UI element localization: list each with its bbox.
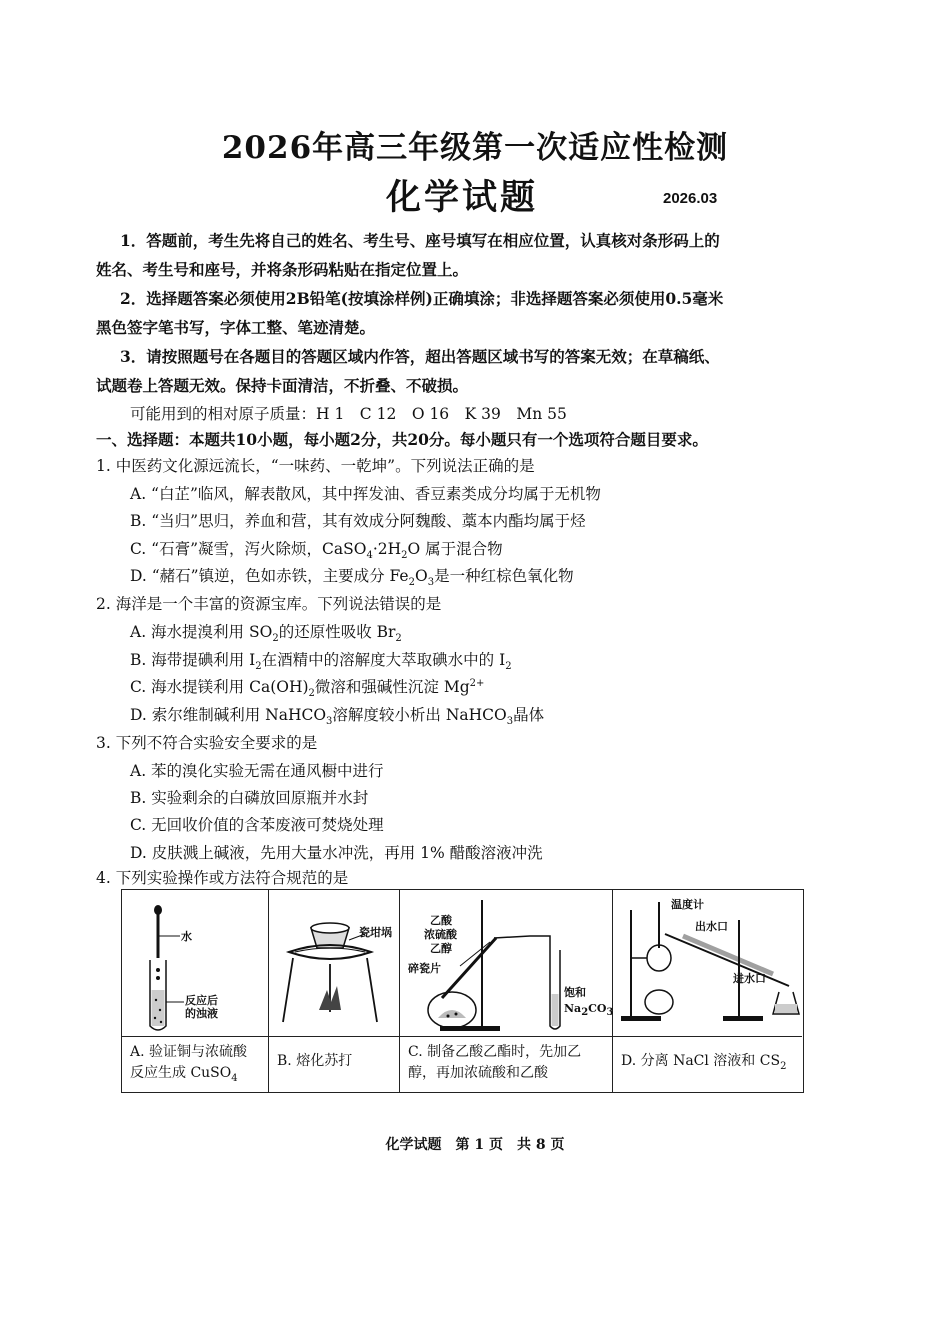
q1-option-d: D. “赭石”镇逆，色如赤铁，主要成分 $Fe_2O_3$是一种红棕色氧化物 — [130, 567, 574, 589]
q4-stem: 4. 下列实验操作或方法符合规范的是 — [96, 869, 349, 887]
distillation-diagram — [613, 890, 802, 1036]
label-porcelain-crucible: 瓷坩埚 — [359, 926, 392, 939]
section-heading: 一、选择题：本题共10小题，每小题2分，共20分。每小题只有一个选项符合题目要求。 — [96, 430, 708, 449]
q2-stem: 2. 海洋是一个丰富的资源宝库。下列说法错误的是 — [96, 595, 442, 613]
note-3-line-2: 试题卷上答题无效。保持卡面清洁，不折叠、不破损。 — [96, 376, 469, 395]
q2-option-c: C. 海水提镁利用 $Ca(OH)_2$微溶和强碱性沉淀 $Mg^{2+}$ — [130, 677, 485, 700]
crucible-on-tripod-diagram — [269, 890, 400, 1036]
exam-title: 2026年高三年级第一次适应性检测 — [221, 130, 729, 166]
label-conc-sulfuric-acid: 浓硫酸 — [424, 928, 457, 941]
q4-caption-c: C. 制备乙酸乙酯时，先加乙 醇，再加浓硫酸和乙酸 — [400, 1036, 612, 1092]
note-1-line-1: 1．答题前，考生先将自己的姓名、考生号、座号填写在相应位置，认真核对条形码上的 — [120, 231, 720, 250]
q4-figure-table — [121, 889, 804, 1093]
note-2-line-1: 2．选择题答案必须使用2B铅笔(按填涂样例)正确填涂；非选择题答案必须使用0.5毫米 — [120, 289, 724, 308]
label-water-inlet: 进水口 — [733, 972, 766, 985]
note-2-line-2: 黑色签字笔书写，字体工整、笔迹清楚。 — [96, 318, 376, 337]
label-water: 水 — [181, 930, 192, 943]
atomic-masses: 可能用到的相对原子质量：H 1 C 12 O 16 K 39 Mn 55 — [130, 405, 567, 423]
subject-title: 化学试题 — [386, 177, 539, 218]
q4-cell-b — [269, 890, 400, 1092]
label-water-outlet: 出水口 — [695, 920, 728, 933]
label-reacted-mixture: 反应后 的浊液 — [185, 994, 218, 1020]
q1-option-a: A. “白芷”临风，解表散风，其中挥发油、香豆素类成分均属于无机物 — [130, 485, 601, 503]
q3-stem: 3. 下列不符合实验安全要求的是 — [96, 734, 318, 752]
label-porcelain-chips: 碎瓷片 — [408, 962, 441, 975]
q2-option-a: A. 海水提溴利用 $SO_2$的还原性吸收 $Br_2$ — [130, 623, 402, 645]
page-footer: 化学试题 第 1 页 共 8 页 — [385, 1137, 565, 1153]
q4-cell-c — [400, 890, 613, 1092]
q1-stem: 1. 中医药文化源远流长，“一味药、一乾坤”。下列说法正确的是 — [96, 457, 535, 475]
label-ethanol: 乙醇 — [430, 942, 452, 955]
exam-date: 2026.03 — [663, 190, 718, 207]
q4-cell-d — [613, 890, 802, 1092]
q4-caption-d: D. 分离 NaCl 溶液和 $CS_2$ — [613, 1036, 802, 1092]
q3-option-d: D. 皮肤溅上碱液，先用大量水冲洗，再用 1% 醋酸溶液冲洗 — [130, 844, 543, 862]
label-sodium-carbonate: $Na_2CO_3$ — [564, 1002, 614, 1019]
label-acetic-acid: 乙酸 — [430, 914, 452, 927]
note-1-line-2: 姓名、考生号和座号，并将条形码粘贴在指定位置上。 — [96, 260, 469, 279]
q4-caption-a: A. 验证铜与浓硫酸 反应生成 CuSO$_4$ — [122, 1036, 268, 1092]
q3-option-b: B. 实验剩余的白磷放回原瓶并水封 — [130, 789, 369, 807]
q3-option-c: C. 无回收价值的含苯废液可焚烧处理 — [130, 816, 384, 834]
q4-cell-a — [122, 890, 269, 1092]
q4-caption-b: B. 熔化苏打 — [269, 1036, 399, 1092]
q2-option-d: D. 索尔维制碱利用 NaHCO$_3$溶解度较小析出 NaHCO$_3$晶体 — [130, 706, 545, 728]
label-saturated: 饱和 — [564, 986, 586, 999]
label-thermometer: 温度计 — [671, 898, 704, 911]
q3-option-a: A. 苯的溴化实验无需在通风橱中进行 — [130, 762, 384, 780]
q1-option-c: C. “石膏”凝雪，泻火除烦，$CaSO_4\cdot 2H_2O$ 属于混合物 — [130, 540, 503, 562]
note-3-line-1: 3．请按照题号在各题目的答题区域内作答，超出答题区域书写的答案无效；在草稿纸、 — [120, 347, 720, 366]
q1-option-b: B. “当归”思归，养血和营，其有效成分阿魏酸、藁本内酯均属于烃 — [130, 512, 586, 530]
q2-option-b: B. 海带提碘利用 $I_2$在酒精中的溶解度大萃取碘水中的 $I_2$ — [130, 651, 512, 673]
